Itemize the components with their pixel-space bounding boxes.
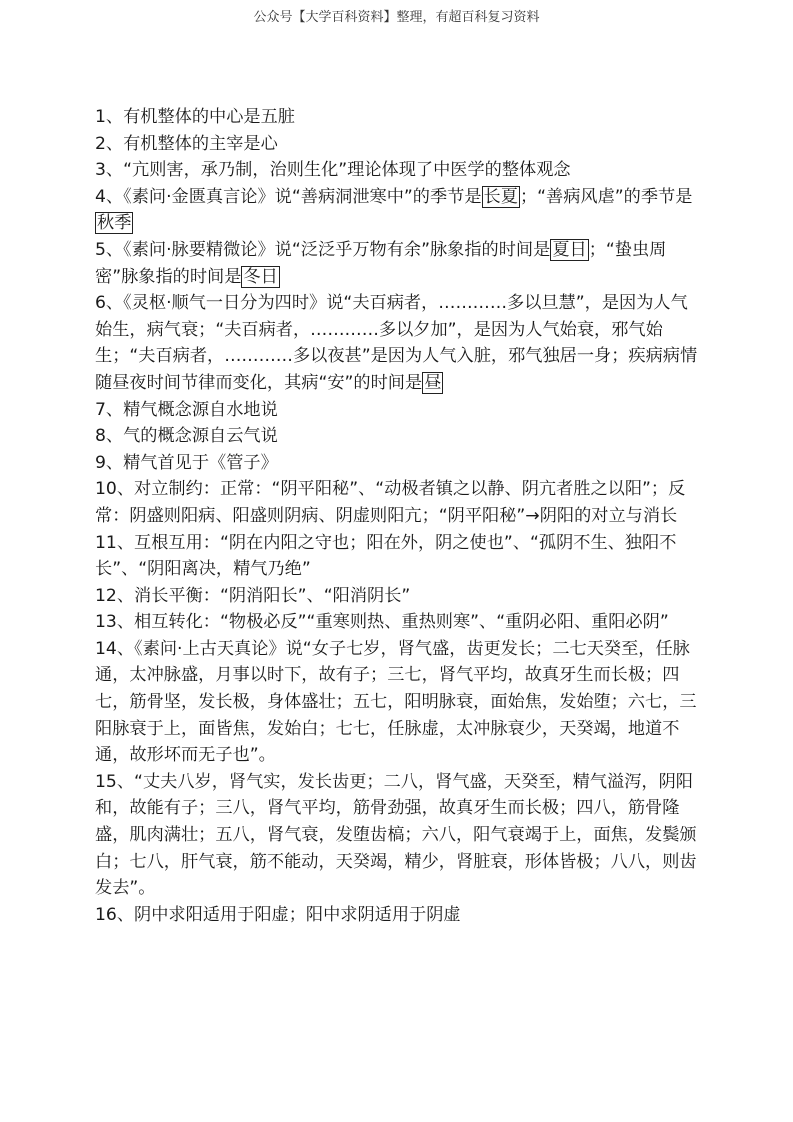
list-item-1: 1、有机整体的中心是五脏	[95, 107, 295, 127]
list-item-7: 7、精气概念源自水地说	[95, 399, 278, 420]
list-item-11: 11、互根互用：“阴在内阳之守也；阳在外，阴之使也”、“孤阴不生、独阳不长”、“阴阳离决，精气乃绝”	[95, 532, 677, 580]
answer-box: 夏日	[552, 239, 587, 260]
list-item-14: 14、《素问·上古天真论》说“女子七岁，肾气盛，齿更发长；二七天癸至，任脉通，太冲脉盛，月事以时下，故有子；三七，肾气平均，故真牙生而长极；四七，筋骨坚，发长极，身体盛壮；五七，阳明脉衰，面始焦，发始堕；六七，三阳脉衰于上，面皆焦，发始白；七七，任脉虚，太冲脉衰少，天癸竭，地道不通，故形坏而无子也”。	[95, 638, 697, 766]
list-item-10: 10、对立制约：正常：“阴平阳秘”、“动极者镇之以静、阴亢者胜之以阳”；反常：阴盛则阳病、阳盛则阴病、阴虚则阳亢；“阴平阳秘”→阴阳的对立与消长	[95, 479, 686, 526]
list-item-6: 6、《灵枢·顺气一日分为四时》说“夫百病者，…………多以旦慧”，是因为人气始生，病气衰；“夫百病者，…………多以夕加”，是因为人气始衰，邪气始生；“夫百病者，…………多以夜甚”是因为人气入脏，邪气独居一身；疾病病情随昼夜时间节律而变化，其病“安”的时间是 昼	[95, 293, 698, 393]
list-item-13: 13、相互转化：“物极必反”“重寒则热、重热则寒”、“重阴必阳、重阳必阴”	[95, 612, 669, 633]
document-body	[95, 104, 701, 928]
list-item-15: 15、“丈夫八岁，肾气实，发长齿更；二八，肾气盛，天癸至，精气溢泻，阴阳和，故能有子；三八，肾气平均，筋骨劲强，故真牙生而长极；四八，筋骨隆盛，肌肉满壮；五八，肾气衰，发堕齿槁；六八，阳气衰竭于上，面焦，发鬓颁白；七八，肝气衰，筋不能动，天癸竭，精少，肾脏衰，形体皆极；八八，则齿发去”。	[95, 771, 697, 899]
list-item-2: 2、有机整体的主宰是心	[95, 133, 278, 154]
list-item-9: 9、精气首见于《管子》	[95, 452, 278, 473]
page-header: 公众号【大学百科资料】整理，有超百科复习资料	[253, 10, 540, 25]
list-item-3: 3、“亢则害，承乃制，治则生化”理论体现了中医学的整体观念	[95, 160, 571, 181]
list-item-8: 8、气的概念源自云气说	[95, 426, 278, 447]
answer-box: 长夏	[483, 186, 518, 207]
answer-box: 秋季	[97, 213, 132, 234]
list-item-12: 12、消长平衡：“阴消阳长”、“阳消阴长”	[95, 585, 411, 606]
answer-box: 冬日	[243, 266, 278, 287]
list-item-5: 5、《素问·脉要精微论》说“泛泛乎万物有余”脉象指的时间是 夏日 ；“蛰虫周密”脉象指的时间是 冬日	[95, 239, 667, 287]
list-item-16: 16、阴中求阳适用于阳虚；阳中求阴适用于阴虚	[95, 904, 461, 925]
answer-box: 昼	[424, 372, 442, 393]
list-item-4: 4、《素问·金匮真言论》说“善病洞泄寒中”的季节是 长夏 ；“善病风虐”的季节是秋季	[95, 186, 693, 234]
